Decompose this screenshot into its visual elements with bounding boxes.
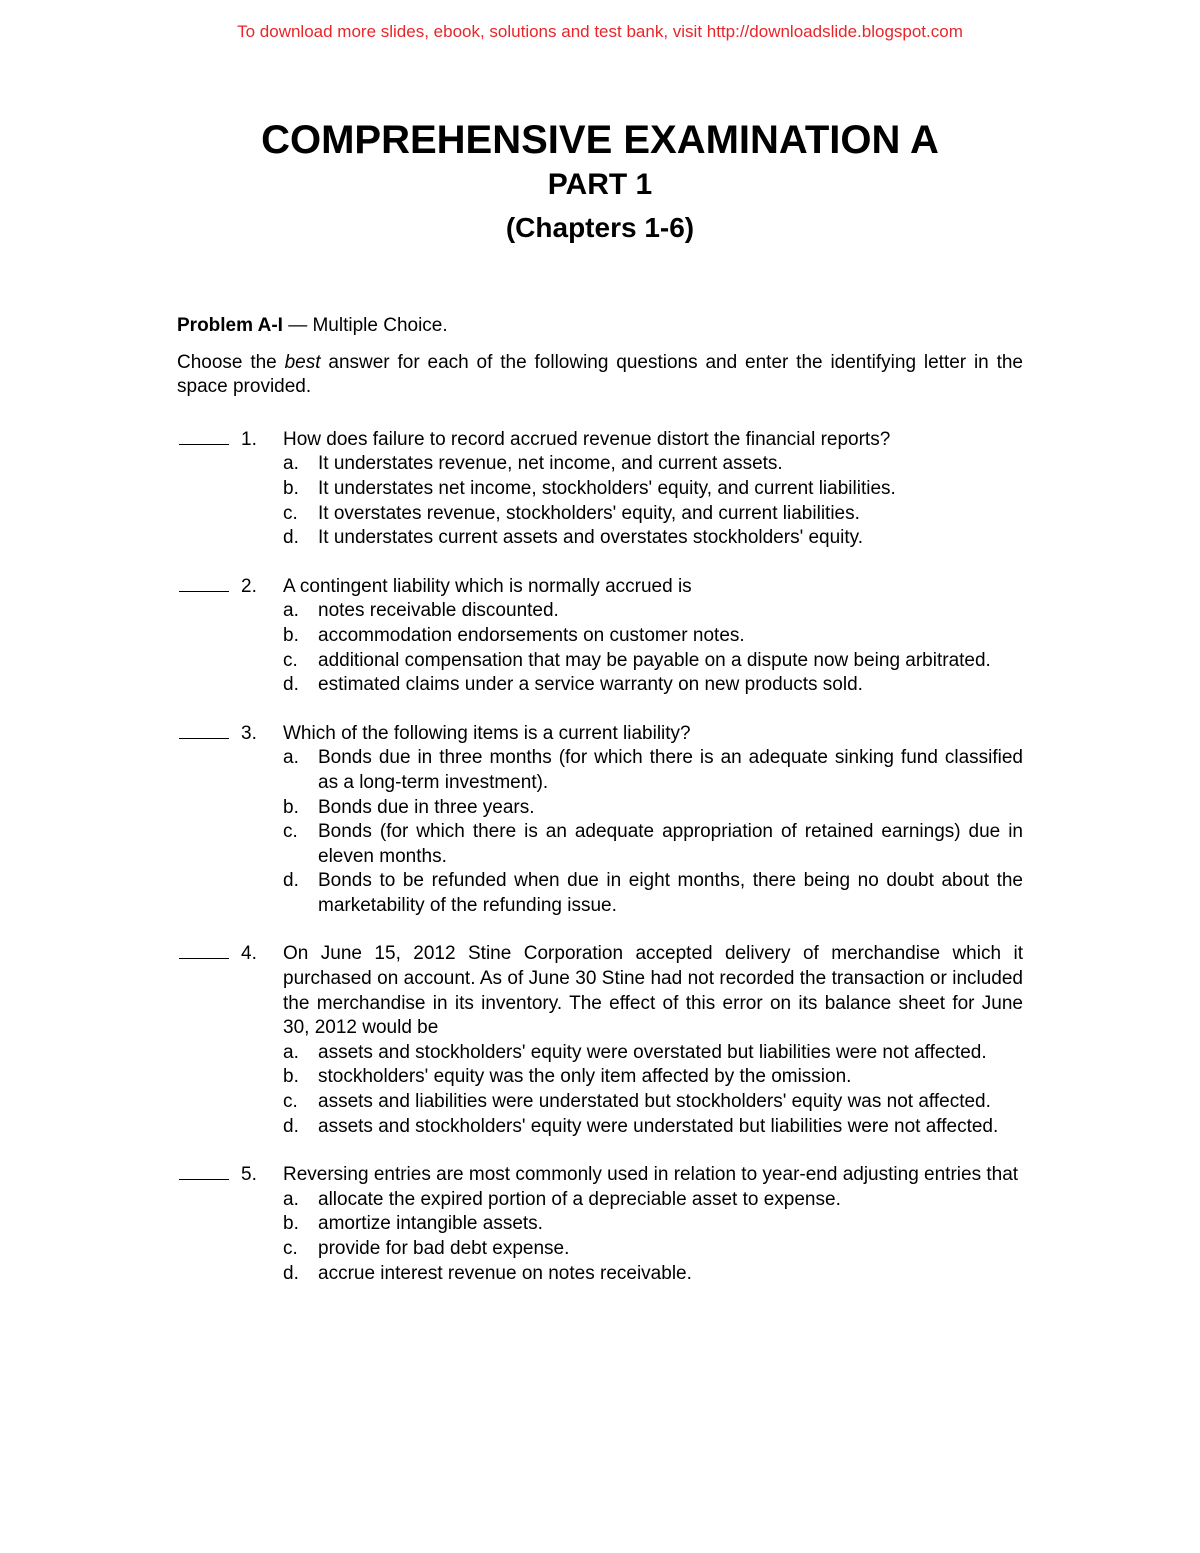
question-number: 1. xyxy=(241,428,257,450)
choice-c xyxy=(283,820,1023,869)
question-text: Which of the following items is a current liability? xyxy=(283,722,691,744)
instructions-before: Choose the xyxy=(177,351,285,373)
question-4 xyxy=(177,942,1023,1139)
problem-heading xyxy=(177,314,1023,339)
question-3 xyxy=(177,722,1023,919)
question-text: Reversing entries are most commonly used in relation to year-end adjusting entries that xyxy=(283,1164,1019,1186)
choice-letter: a. xyxy=(283,453,299,475)
choice-b xyxy=(283,1212,1023,1237)
question-number: 5. xyxy=(241,1164,257,1186)
question-number: 2. xyxy=(241,575,257,597)
choice-c xyxy=(283,502,1023,527)
choice-b xyxy=(283,796,1023,821)
answer-blank[interactable] xyxy=(179,958,229,959)
choice-letter: d. xyxy=(283,674,299,696)
choice-d xyxy=(283,1115,1023,1140)
answer-blank[interactable] xyxy=(179,1179,229,1180)
choice-letter: b. xyxy=(283,1066,299,1088)
choice-text: accrue interest revenue on notes receivable. xyxy=(318,1262,692,1284)
choice-text: It understates current assets and overstates stockholders' equity. xyxy=(318,527,864,549)
choice-text: provide for bad debt expense. xyxy=(318,1238,570,1259)
choice-text: assets and stockholders' equity were understated but liabilities were not affected. xyxy=(318,1115,999,1137)
choice-text: allocate the expired portion of a depreciable asset to expense. xyxy=(318,1188,841,1210)
instructions-emphasis: best xyxy=(284,351,321,373)
choice-letter: c. xyxy=(283,1091,298,1113)
choice-letter: a. xyxy=(283,747,299,769)
choice-letter: b. xyxy=(283,1213,299,1235)
exam-title: COMPREHENSIVE EXAMINATION A xyxy=(261,118,939,162)
choice-text: accommodation endorsements on customer notes. xyxy=(318,624,745,646)
choice-b xyxy=(283,477,1023,502)
problem-instructions xyxy=(177,351,1023,400)
choice-text: stockholders' equity was the only item affected by the omission. xyxy=(318,1066,852,1088)
question-5 xyxy=(177,1163,1023,1286)
choice-a xyxy=(283,1188,1023,1213)
exam-content xyxy=(177,314,1023,1310)
choice-letter: a. xyxy=(283,1041,299,1063)
choice-text: It understates revenue, net income, and current assets. xyxy=(318,453,783,475)
answer-blank[interactable] xyxy=(179,591,229,592)
question-1 xyxy=(177,428,1023,551)
choice-letter: b. xyxy=(283,624,299,646)
choice-text: assets and liabilities were understated but stockholders' equity was not affected. xyxy=(318,1091,991,1113)
exam-part: PART 1 xyxy=(547,168,653,201)
exam-chapters: (Chapters 1-6) xyxy=(505,212,695,243)
choice-b xyxy=(283,624,1023,649)
question-text: How does failure to record accrued revenue distort the financial reports? xyxy=(283,428,891,450)
choice-text: Bonds due in three months (for which there is an adequate sinking fund classified as a long-term investment). xyxy=(318,747,1023,793)
choice-a xyxy=(283,1041,1023,1066)
choice-text: It understates net income, stockholders' equity, and current liabilities. xyxy=(318,477,896,499)
choice-letter: d. xyxy=(283,870,299,892)
instructions-after: answer for each of the following questions and enter the identifying letter in the space provided. xyxy=(177,351,1023,398)
choice-text: notes receivable discounted. xyxy=(318,600,559,622)
choice-text: Bonds due in three years. xyxy=(318,796,535,818)
question-2 xyxy=(177,575,1023,698)
choice-d xyxy=(283,673,1023,698)
problem-type: — Multiple Choice. xyxy=(282,315,448,336)
choice-letter: d. xyxy=(283,1262,299,1284)
problem-label: Problem A-I xyxy=(177,315,283,336)
choice-c xyxy=(283,1090,1023,1115)
choice-a xyxy=(283,746,1023,795)
choice-text: estimated claims under a service warranty on new products sold. xyxy=(318,674,863,696)
choice-text: Bonds to be refunded when due in eight months, there being no doubt about the marketability of the refunding issue. xyxy=(318,870,1023,916)
choice-text: Bonds (for which there is an adequate appropriation of retained earnings) due in eleven months. xyxy=(318,821,1023,867)
choice-letter: c. xyxy=(283,649,298,671)
choice-c xyxy=(283,649,1023,674)
choice-letter: d. xyxy=(283,527,299,549)
choice-b xyxy=(283,1065,1023,1090)
choice-letter: b. xyxy=(283,796,299,818)
choice-d xyxy=(283,1262,1023,1287)
choice-letter: c. xyxy=(283,1238,298,1259)
choice-letter: b. xyxy=(283,477,299,499)
choice-letter: c. xyxy=(283,821,298,843)
question-text: On June 15, 2012 Stine Corporation accepted delivery of merchandise which it purchased on account. As of June 30 Stine had not recorded the transaction or included the merchandise in its inventory. The effect of this error on its balance sheet for June 30, 2012 would be xyxy=(283,943,1023,1039)
question-text: A contingent liability which is normally accrued is xyxy=(283,575,692,597)
choice-text: amortize intangible assets. xyxy=(318,1213,543,1235)
answer-blank[interactable] xyxy=(179,444,229,445)
choice-letter: a. xyxy=(283,600,299,622)
choice-c xyxy=(283,1237,1023,1262)
choice-d xyxy=(283,869,1023,918)
download-banner: To download more slides, ebook, solutions and test bank, visit http://downloadslide.blogspot.com xyxy=(237,22,963,41)
choice-a xyxy=(283,452,1023,477)
question-number: 4. xyxy=(241,943,257,965)
choice-letter: d. xyxy=(283,1115,299,1137)
choice-a xyxy=(283,599,1023,624)
choice-d xyxy=(283,526,1023,551)
choice-text: additional compensation that may be payable on a dispute now being arbitrated. xyxy=(318,649,991,671)
answer-blank[interactable] xyxy=(179,738,229,739)
choice-letter: a. xyxy=(283,1188,299,1210)
choice-text: It overstates revenue, stockholders' equity, and current liabilities. xyxy=(318,502,860,524)
question-number: 3. xyxy=(241,722,257,744)
choice-text: assets and stockholders' equity were overstated but liabilities were not affected. xyxy=(318,1041,987,1063)
choice-letter: c. xyxy=(283,502,298,524)
